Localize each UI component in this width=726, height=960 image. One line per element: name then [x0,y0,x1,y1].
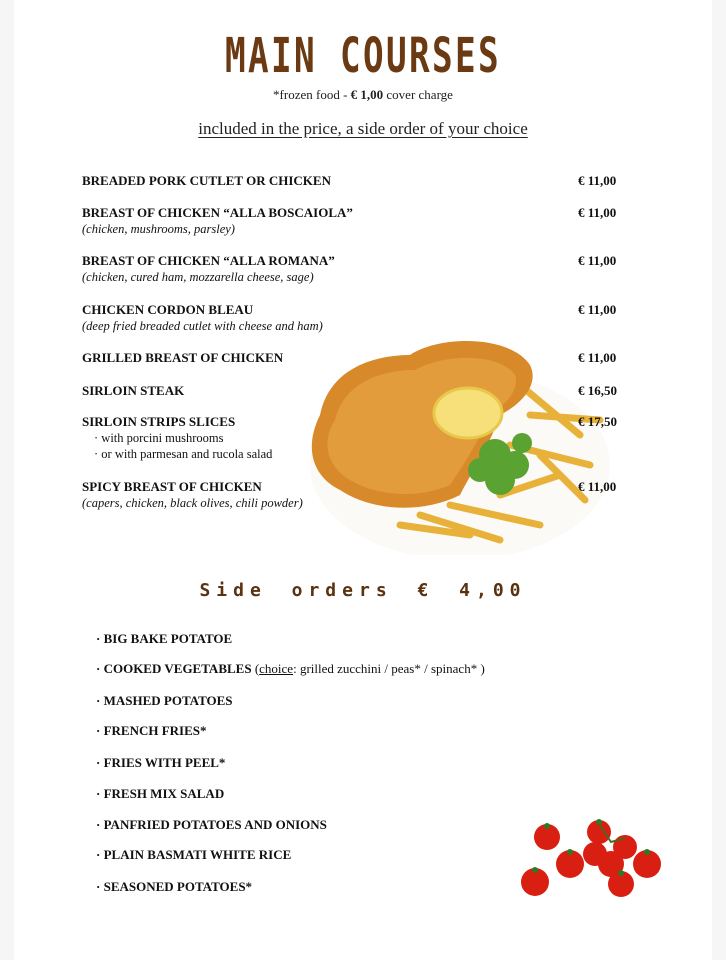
item-description: (capers, chicken, black olives, chili powder) [82,496,303,510]
item-name: BREAST OF CHICKEN “ALLA BOSCAIOLA” [82,205,353,220]
menu-item [82,383,552,399]
item-description: (chicken, mushrooms, parsley) [82,222,235,236]
item-price: € 16,50 [578,383,617,398]
cherry-tomatoes-image [515,812,675,912]
side-item: · BIG BAKE POTATOE [96,631,233,646]
item-description: (deep fried breaded cutlet with cheese and ham) [82,319,323,333]
page-title: MAIN COURSES [224,28,502,85]
item-price: € 11,00 [578,302,617,317]
item-price: € 11,00 [578,350,617,365]
item-name: BREAST OF CHICKEN “ALLA ROMANA” [82,253,335,268]
side-item: · COOKED VEGETABLES (choice: grilled zucchini / peas* / spinach* ) [96,661,485,676]
item-name: SPICY BREAST OF CHICKEN [82,479,262,494]
side-item: · PANFRIED POTATOES AND ONIONS [96,817,327,832]
item-price: € 11,00 [578,253,617,268]
side-item: · FRIES WITH PEEL* [96,755,226,770]
menu-item [82,253,552,285]
item-price: € 11,00 [578,479,617,494]
item-name: SIRLOIN STEAK [82,383,185,398]
side-item: · PLAIN BASMATI WHITE RICE [96,847,292,862]
menu-item [82,205,552,237]
menu-item [82,479,552,511]
item-price: € 11,00 [578,173,617,188]
item-option: · with porcini mushrooms [94,431,224,445]
included-side-note: included in the price, a side order of your choice [198,119,528,138]
item-description: (chicken, cured ham, mozzarella cheese, sage) [82,270,314,284]
item-name: CHICKEN CORDON BLEAU [82,302,254,317]
item-price: € 17,50 [578,414,617,429]
item-price: € 11,00 [578,205,617,220]
side-orders-title: Side orders € 4,00 [199,580,527,601]
menu-item [82,302,552,334]
cover-charge-note: *frozen food - € 1,00 cover charge [273,87,453,102]
item-option: · or with parmesan and rucola salad [94,447,273,461]
menu-item [82,350,552,366]
menu-item [82,414,552,462]
side-item: · MASHED POTATOES [96,693,233,708]
side-item: · FRENCH FRIES* [96,723,207,738]
menu-item [82,173,552,189]
item-name: BREADED PORK CUTLET OR CHICKEN [82,173,331,188]
item-name: SIRLOIN STRIPS SLICES [82,414,236,429]
side-item: · FRESH MIX SALAD [96,786,225,801]
item-name: GRILLED BREAST OF CHICKEN [82,350,284,365]
side-item: · SEASONED POTATOES* [96,879,253,894]
